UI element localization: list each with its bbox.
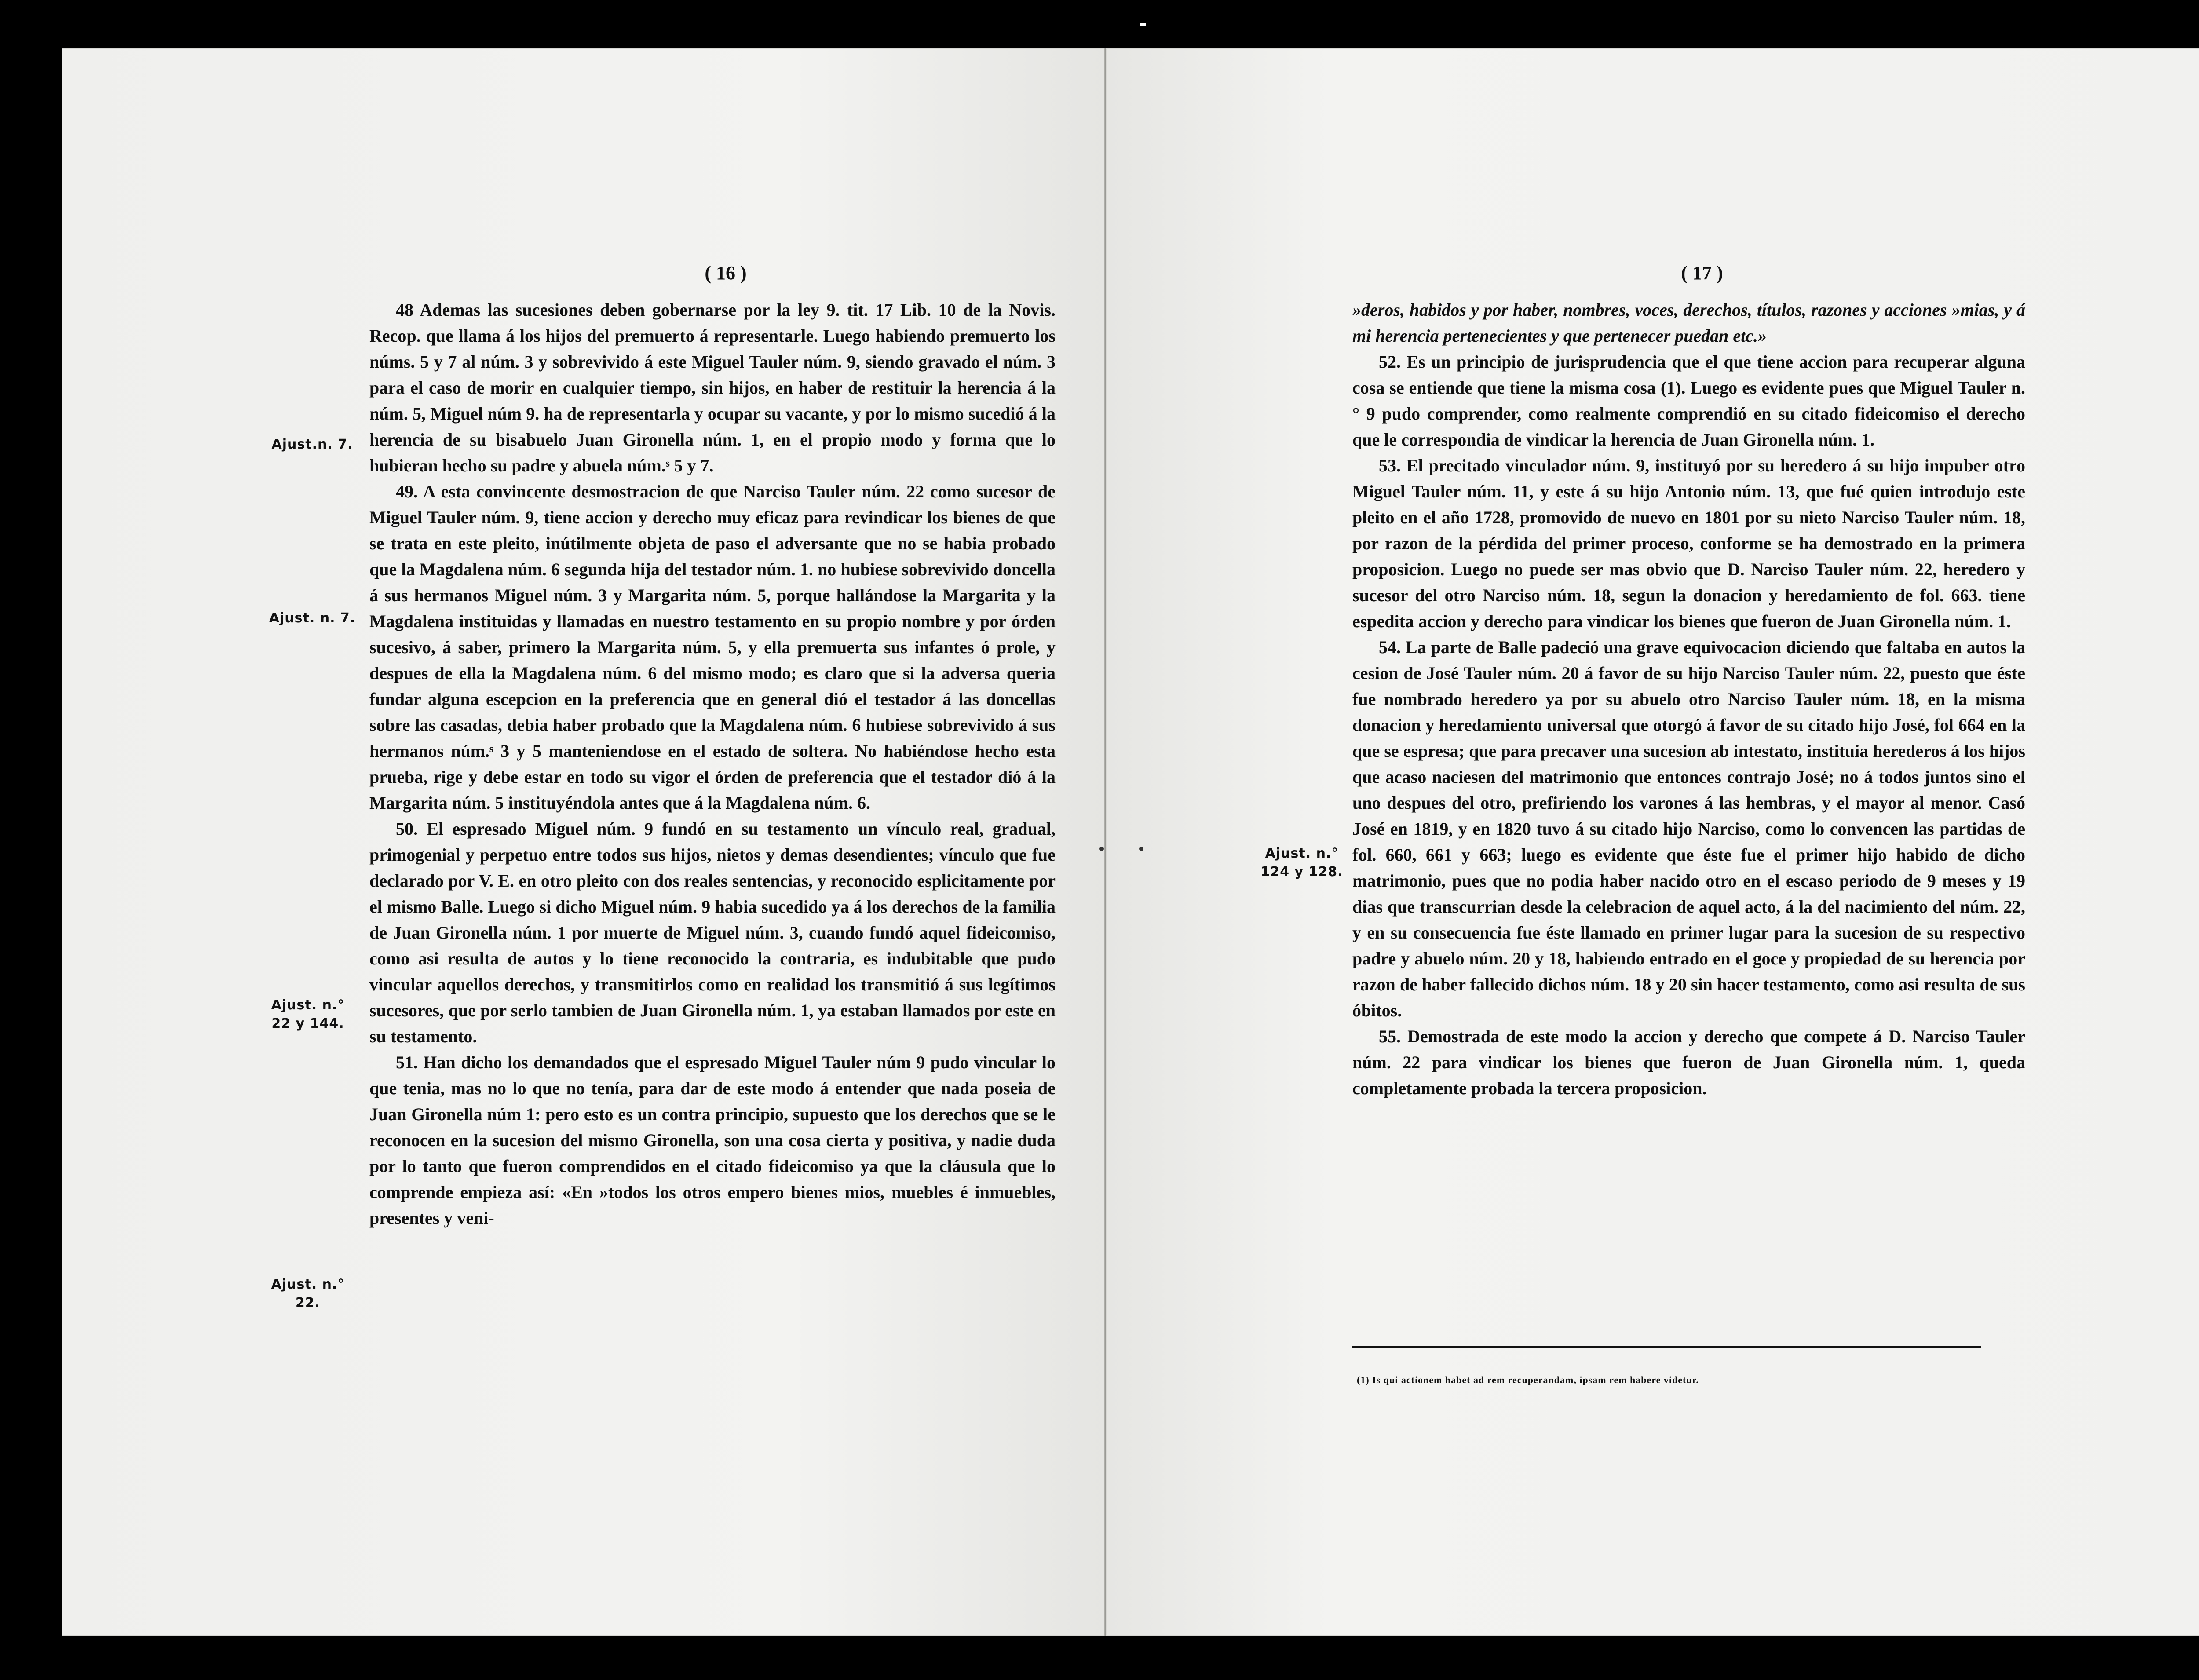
paragraph-50: 50. El espresado Miguel núm. 9 fundó en su testamento un vínculo real, gradual, primogenial y perpetuo entre todos sus hijos, nietos y demas desendientes; vínculo que fue declarado por V. E. en otro pleito con dos reales sentencias, y reconocido esplicitamente por el mismo Balle. Luego si dicho Miguel núm. 9 habia sucedido ya á los derechos de la familia de Juan Gironella núm. 1 por muerte de Miguel núm. 3, cuando fundó aquel fideicomiso, como asi resulta de autos y lo tiene reconocido la contraria, es indubitable que pudo vincular aquellos derechos, y transmitirlos como en realidad los transmitió á sus legítimos sucesores, que por serlo tambien de Juan Gironella núm. 1, ya estaban llamados por este en su testamento. <box>369 819 1056 1046</box>
gutter-mark-left <box>1100 847 1104 851</box>
paragraph-48: 48 Ademas las sucesiones deben gobernarse por la ley 9. tit. 17 Lib. 10 de la Novis. Recop. que llama á los hijos del premuerto á representarle. Luego habiendo premuerto los núms. 5 y 7 al núm. 3 y sobrevivido á este Miguel Tauler núm. 9, siendo gravado el núm. 3 para el caso de morir en cualquier tiempo, sin hijos, en haber de restituir la herencia á la núm. 5, Miguel núm 9. ha de representarla y ocupar su vacante, y por lo mismo sucedió á la herencia de su bisabuelo Juan Gironella núm. 1, en el propio modo y forma que lo hubieran hecho su padre y abuela núm.ˢ 5 y 7. <box>369 300 1056 475</box>
paragraph-53: 53. El precitado vinculador núm. 9, instituyó por su heredero á su hijo impuber otro Miguel Tauler núm. 11, y este á su hijo Antonio núm. 13, que fué quien introdujo este pleito en el año 1728, promovido de nuevo en 1801 por su nieto Narciso Tauler núm. 18, por razon de la pérdida del primer proceso, conforme se ha demostrado en la primera proposicion. Luego no puede ser mas obvio que D. Narciso Tauler núm. 22, heredero y sucesor del otro Narciso núm. 18, segun la donacion y heredamiento de fol. 663. tiene espedita accion y derecho para vindicar los bienes que fueron de Juan Gironella núm. 1. <box>1352 456 2025 631</box>
paragraph-51-continued: »deros, habidos y por haber, nombres, voces, derechos, títulos, razones y acciones »mias, y á mi herencia pertenecientes y que pertenecer puedan etc.» <box>1352 300 2025 346</box>
page-number-17: ( 17 ) <box>1681 262 1723 284</box>
footnote: (1) Is qui actionem habet ad rem recuperandam, ipsam rem habere videtur. <box>1357 1374 1699 1385</box>
paragraph-51: 51. Han dicho los demandados que el espresado Miguel Tauler núm 9 pudo vincular lo que tenia, mas no lo que no tenía, para dar de este modo á entender que nada poseia de Juan Gironella núm 1: pero esto es un contra principio, supuesto que los derechos que se le reconocen en la sucesion del mismo Gironella, son una cosa cierta y positiva, y nadie duda por lo tanto que fueron comprendidos en el citado fideicomiso ya que la cláusula que lo comprende empieza así: «En »todos los otros empero bienes mios, muebles é inmuebles, presentes y veni- <box>369 1052 1056 1228</box>
margin-note-3: Ajust. n.° 22 y 144. <box>271 997 345 1031</box>
margin-note-5: Ajust. n.° 124 y 128. <box>1260 846 1343 880</box>
left-page <box>62 48 1106 1636</box>
page-number-16: ( 16 ) <box>705 262 747 284</box>
right-page <box>1106 48 2199 1636</box>
paragraph-52: 52. Es un principio de jurisprudencia que el que tiene accion para recuperar alguna cosa se entiende que tiene la misma cosa (1). Luego es evidente pues que Miguel Tauler n.° 9 pudo comprender, como realmente comprendió en su citado fideicomiso el derecho que le correspondia de vindicar la herencia de Juan Gironella núm. 1. <box>1352 352 2025 449</box>
margin-note-1: Ajust.n. 7. <box>271 437 353 452</box>
right-text-column <box>1352 297 2025 1101</box>
book-spread <box>62 48 2199 1636</box>
footnote-rule <box>1352 1346 1981 1348</box>
left-text-column <box>369 297 1056 1231</box>
top-mark <box>1140 23 1146 26</box>
gutter-mark-right <box>1139 847 1143 851</box>
margin-note-2: Ajust. n. 7. <box>269 610 356 626</box>
paragraph-49: 49. A esta convincente desmostracion de que Narciso Tauler núm. 22 como sucesor de Miguel Tauler núm. 9, tiene accion y derecho muy eficaz para revindicar los bienes de que se trata en este pleito, inútilmente objeta de paso el adversante que no se habia probado que la Magdalena núm. 6 segunda hija del testador núm. 1. no hubiese sobrevivido doncella á sus hermanos Miguel núm. 3 y Margarita núm. 5, porque hallándose la Margarita y la Magdalena instituidas y llamadas en nuestro testamento en su propio nombre y por órden sucesivo, á saber, primero la Margarita núm. 5, y ella premuerta sus infantes ó prole, y despues de ella la Magdalena núm. 6 del mismo modo; es claro que si la adversa queria fundar alguna escepcion en la preferencia que en general dió el testador á las doncellas sobre las casadas, debia haber probado que la Magdalena núm. 6 hubiese sobrevivido á sus hermanos núm.ˢ 3 y 5 manteniendose en el estado de soltera. No habiéndose hecho esta prueba, rige y debe estar en todo su vigor el órden de preferencia que el testador dió á la Margarita núm. 5 instituyéndola antes que á la Magdalena núm. 6. <box>369 482 1056 813</box>
margin-note-4: Ajust. n.° 22. <box>271 1277 345 1311</box>
paragraph-54: 54. La parte de Balle padeció una grave equivocacion diciendo que faltaba en autos la cesion de José Tauler núm. 20 á favor de su hijo Narciso Tauler núm. 22, puesto que éste fue nombrado heredero ya por su abuelo otro Narciso Tauler núm. 18, en la misma donacion y heredamiento universal que otorgó á favor de su citado hijo José, fol 664 en la que se espresa; que para precaver una sucesion ab intestato, instituia herederos á los hijos que acaso naciesen del matrimonio que entonces contrajo José; no á todos juntos sino el uno despues del otro, prefiriendo los varones á las hembras, y el mayor al menor. Casó José en 1819, y en 1820 tuvo á su citado hijo Narciso, como lo convencen las partidas de fol. 660, 661 y 663; luego es evidente que éste fue el primer hijo habido de dicho matrimonio, pues que no podia haber nacido otro en el escaso periodo de 9 meses y 19 dias que transcurrian desde la celebracion de aquel acto, á la del nacimiento del núm. 22, y en su consecuencia fue éste llamado en primer lugar para la sucesion de su respectivo padre y abuelo núm. 20 y 18, habiendo entrado en el goce y propiedad de su herencia por razon de haber fallecido dichos núm. 18 y 20 sin hacer testamento, como asi resulta de sus óbitos. <box>1352 637 2025 1020</box>
paragraph-55: 55. Demostrada de este modo la accion y derecho que compete á D. Narciso Tauler núm. 22 para vindicar los bienes que fueron de Juan Gironella núm. 1, queda completamente probada la tercera proposicion. <box>1352 1026 2025 1098</box>
